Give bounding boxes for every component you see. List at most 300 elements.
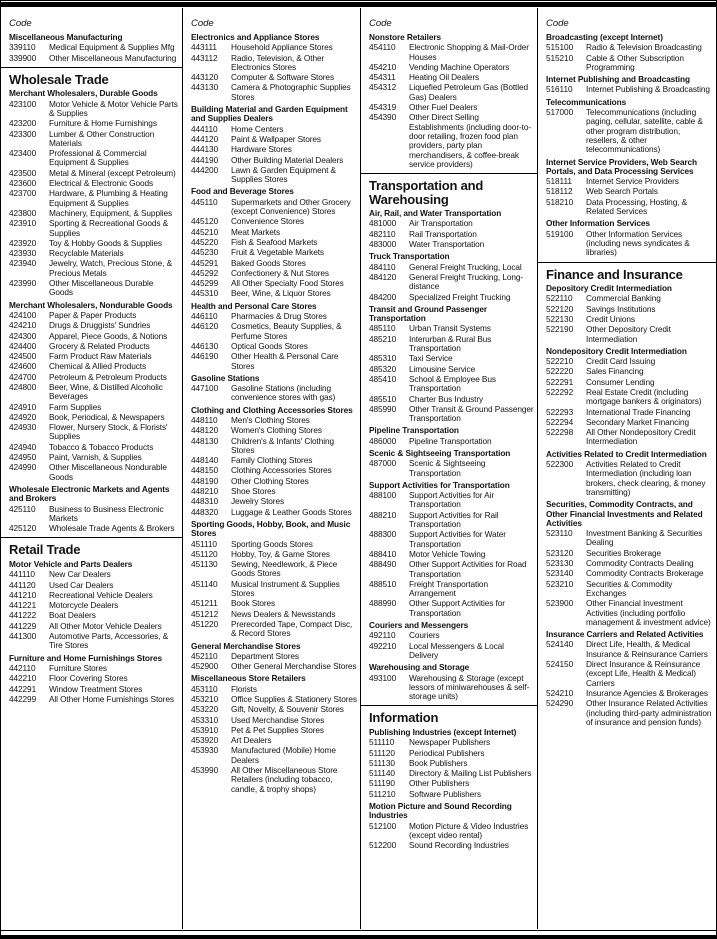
entry-description: Limousine Service — [409, 363, 476, 374]
entry-code: 448140 — [191, 455, 219, 466]
entry-code: 523130 — [546, 558, 574, 569]
entry-description: Paint, Varnish, & Supplies — [49, 452, 142, 463]
industry-group-heading: Couriers and Messengers — [369, 620, 469, 631]
entry-code: 523110 — [546, 528, 573, 539]
industry-group-heading: Air, Rail, and Water Transportation — [369, 208, 502, 219]
entry-code: 446190 — [191, 351, 219, 362]
code-entry — [546, 559, 713, 568]
code-entry — [191, 560, 357, 579]
entry-description: Petroleum & Petroleum Products — [49, 371, 167, 382]
code-entry — [191, 550, 357, 559]
entry-description: Medical Equipment & Supplies Mfg — [49, 42, 175, 53]
entry-code: 523140 — [546, 568, 574, 579]
code-entry — [191, 652, 357, 661]
entry-description: Luggage & Leather Goods Stores — [231, 506, 352, 517]
code-entry — [9, 179, 179, 188]
entry-code: 448190 — [191, 475, 219, 486]
code-entry — [9, 119, 179, 128]
entry-code: 486000 — [369, 435, 397, 446]
entry-code: 485410 — [369, 373, 397, 384]
code-entry — [191, 695, 357, 704]
code-entry — [191, 497, 357, 506]
entry-code: 446120 — [191, 321, 219, 332]
industry-group-heading: Motor Vehicle and Parts Dealers — [9, 558, 133, 569]
entry-code: 424600 — [9, 361, 37, 372]
entry-description: News Dealers & Newsstands — [231, 608, 336, 619]
entry-code: 444190 — [191, 154, 219, 165]
entry-description: Furniture Stores — [49, 662, 107, 673]
code-entry — [9, 463, 179, 482]
entry-description: Vending Machine Operators — [409, 61, 510, 72]
entry-description: Hardware, & Plumbing & Heating Equipment & Supplies — [49, 188, 168, 208]
entry-code: 522300 — [546, 459, 574, 470]
industry-group-heading: Depository Credit Intermediation — [546, 283, 672, 294]
entry-description: Book Stores — [231, 598, 276, 609]
industry-group-heading: Insurance Carriers and Related Activities — [546, 629, 704, 640]
entry-code: 454210 — [369, 61, 397, 72]
entry-description: Support Activities for Air Transportation — [409, 490, 495, 510]
entry-description: Recreational Vehicle Dealers — [49, 589, 153, 600]
entry-description: Rail Transportation — [409, 228, 477, 239]
entry-code: 453930 — [191, 745, 219, 756]
code-entry — [9, 249, 179, 258]
entry-code: 452110 — [191, 650, 218, 661]
code-entry — [191, 228, 357, 237]
entry-code: 445291 — [191, 257, 219, 268]
entry-code: 424500 — [9, 351, 37, 362]
entry-description: Hobby, Toy, & Game Stores — [231, 548, 330, 559]
entry-code: 454390 — [369, 112, 397, 123]
entry-description: Book Publishers — [409, 757, 468, 768]
code-entry — [369, 395, 534, 404]
entry-code: 423990 — [9, 278, 37, 289]
industry-sector-heading: Transportation and Warehousing — [369, 178, 484, 207]
entry-code: 445310 — [191, 288, 219, 299]
entry-description: Prerecorded Tape, Compact Disc, & Record Stores — [231, 618, 353, 639]
entry-description: Liquefied Petroleum Gas (Bottled Gas) Dealers — [409, 82, 529, 102]
entry-description: Family Clothing Stores — [231, 455, 313, 466]
entry-description: Household Appliance Stores — [231, 42, 333, 53]
entry-code: 487000 — [369, 458, 397, 469]
entry-description: Specialized Freight Trucking — [409, 291, 511, 302]
entry-description: Electronic Shopping & Mail-Order Houses — [409, 42, 529, 62]
code-entry — [9, 149, 179, 168]
code-column-header: Code — [369, 18, 392, 29]
entry-code: 451140 — [191, 578, 218, 589]
entry-code: 423100 — [9, 98, 37, 109]
entry-description: Art Dealers — [231, 735, 272, 746]
entry-code: 482110 — [369, 228, 396, 239]
entry-description: Men's Clothing Stores — [231, 414, 310, 425]
code-entry — [9, 219, 179, 238]
code-column — [360, 8, 537, 929]
entry-description: Furniture & Home Furnishings — [49, 118, 157, 129]
code-entry — [191, 487, 357, 496]
code-entry — [369, 375, 534, 394]
entry-description: Activities Related to Credit Intermediation (including loan brokers, check clearing, & money transmitting) — [586, 459, 706, 497]
code-entry — [369, 530, 534, 549]
entry-code: 442291 — [9, 683, 37, 694]
entry-description: Other Publishers — [409, 778, 470, 789]
industry-group-heading: Broadcasting (except Internet) — [546, 32, 663, 42]
entry-description: International Trade Financing — [586, 406, 691, 417]
entry-description: Savings Institutions — [586, 303, 656, 314]
entry-code: 451220 — [191, 618, 219, 629]
entry-description: Secondary Market Financing — [586, 416, 690, 427]
industry-group-heading: Wholesale Electronic Markets and Agents and Brokers — [9, 483, 170, 504]
entry-description: Urban Transit Systems — [409, 323, 491, 334]
code-entry — [191, 289, 357, 298]
entry-description: Confectionery & Nut Stores — [231, 267, 329, 278]
entry-code: 424940 — [9, 441, 37, 452]
entry-code: 444200 — [191, 164, 219, 175]
entry-description: Heating Oil Dealers — [409, 72, 480, 83]
code-entry — [191, 662, 357, 671]
entry-description: Women's Clothing Stores — [231, 425, 322, 436]
entry-code: 442210 — [9, 673, 37, 684]
entry-description: Investment Banking & Securities Dealing — [586, 528, 703, 548]
code-entry — [191, 248, 357, 257]
entry-code: 444130 — [191, 144, 219, 155]
code-entry — [369, 631, 534, 640]
code-entry — [369, 230, 534, 239]
entry-description: Other Depository Credit Intermediation — [586, 324, 671, 344]
entry-description: Securities Brokerage — [586, 547, 662, 558]
entry-description: Directory & Mailing List Publishers — [409, 768, 532, 779]
entry-description: Flower, Nursery Stock, & Florists' Supplies — [49, 422, 168, 442]
bottom-border-bar — [1, 935, 716, 938]
code-entry — [546, 408, 713, 417]
entry-code: 424930 — [9, 422, 37, 433]
code-entry — [546, 187, 713, 196]
entry-description: Wholesale Trade Agents & Brokers — [49, 523, 175, 534]
entry-description: Manufactured (Mobile) Home Dealers — [231, 745, 336, 765]
top-border-bar — [1, 2, 716, 7]
code-entry — [369, 738, 534, 747]
code-entry — [546, 294, 713, 303]
code-entry — [9, 321, 179, 330]
entry-description: Pharmacies & Drug Stores — [231, 311, 327, 322]
code-entry — [191, 135, 357, 144]
entry-code: 515210 — [546, 52, 574, 63]
entry-description: Paper & Paper Products — [49, 309, 137, 320]
entry-code: 484200 — [369, 291, 397, 302]
entry-description: Jewelry Stores — [231, 496, 285, 507]
entry-code: 425110 — [9, 503, 36, 514]
entry-code: 445220 — [191, 236, 219, 247]
entry-description: Freight Transportation Arrangement — [409, 578, 488, 599]
industry-group-heading: Clothing and Clothing Accessories Stores — [191, 404, 353, 415]
entry-code: 524150 — [546, 659, 574, 670]
code-entry — [546, 428, 713, 447]
code-entry — [546, 640, 713, 659]
entry-description: Toy & Hobby Goods & Supplies — [49, 237, 162, 248]
code-entry — [369, 769, 534, 778]
entry-description: All Other Motor Vehicle Dealers — [49, 620, 162, 631]
entry-description: Commodity Contracts Brokerage — [586, 568, 704, 579]
entry-description: Warehousing & Storage (except lessors of miniwarehouses & self-storage units) — [409, 672, 530, 702]
entry-description: Scenic & Sightseeing Transportation — [409, 458, 486, 478]
code-entry — [9, 311, 179, 320]
code-entry — [546, 54, 713, 73]
entry-code: 424700 — [9, 371, 37, 382]
code-entry — [9, 695, 179, 704]
entry-description: Department Stores — [231, 650, 299, 661]
entry-description: Window Treatment Stores — [49, 683, 143, 694]
industry-group-heading: Warehousing and Storage — [369, 662, 470, 673]
entry-code: 522292 — [546, 387, 574, 397]
entry-description: Fish & Seafood Markets — [231, 236, 318, 247]
entry-code: 512100 — [369, 820, 397, 831]
entry-description: Other Support Activities for Transportation — [409, 598, 505, 618]
code-entry — [9, 632, 179, 651]
code-entry — [369, 511, 534, 530]
industry-group-heading: Scenic & Sightseeing Transportation — [369, 447, 511, 458]
entry-code: 522110 — [546, 293, 573, 304]
code-entry — [9, 413, 179, 422]
code-entry — [9, 591, 179, 600]
industry-group-heading: Motion Picture and Sound Recording Industries — [369, 800, 512, 821]
code-entry — [546, 569, 713, 578]
code-entry — [9, 100, 179, 119]
entry-description: Beer, Wine, & Distilled Alcoholic Beverages — [49, 382, 163, 402]
entry-description: Other Building Material Dealers — [231, 154, 344, 165]
entry-code: 447100 — [191, 383, 219, 394]
entry-code: 424300 — [9, 330, 37, 341]
code-entry — [191, 342, 357, 351]
code-entry — [191, 426, 357, 435]
code-entry — [9, 259, 179, 278]
entry-code: 454312 — [369, 82, 397, 93]
code-entry — [191, 599, 357, 608]
code-entry — [369, 273, 534, 292]
entry-description: Charter Bus Industry — [409, 393, 484, 404]
entry-code: 442110 — [9, 662, 36, 673]
entry-code: 423400 — [9, 148, 37, 159]
code-entry — [191, 477, 357, 486]
entry-description: Musical Instrument & Supplies Stores — [231, 578, 340, 599]
section-divider — [1, 67, 182, 68]
entry-code: 445299 — [191, 278, 219, 289]
entry-description: Lawn & Garden Equipment & Supplies Stores — [231, 164, 336, 185]
code-entry — [191, 437, 357, 456]
code-entry — [191, 456, 357, 465]
entry-code: 488990 — [369, 598, 397, 609]
code-entry — [369, 779, 534, 788]
code-entry — [191, 322, 357, 341]
entry-description: Radio & Television Broadcasting — [586, 42, 702, 53]
entry-description: General Freight Trucking, Long-distance — [409, 271, 524, 292]
entry-description: Other Clothing Stores — [231, 475, 309, 486]
entry-description: Other Miscellaneous Nondurable Goods — [49, 462, 167, 482]
entry-code: 522120 — [546, 303, 574, 314]
entry-code: 448110 — [191, 414, 218, 425]
entry-description: Credit Unions — [586, 313, 635, 324]
entry-code: 483000 — [369, 239, 397, 250]
entry-description: Air Transportation — [409, 218, 473, 229]
code-entry — [191, 125, 357, 134]
code-entry — [369, 459, 534, 478]
code-entry — [369, 749, 534, 758]
code-entry — [369, 219, 534, 228]
code-entry — [9, 581, 179, 590]
code-entry — [546, 305, 713, 314]
code-entry — [9, 611, 179, 620]
code-entry — [369, 73, 534, 82]
code-entry — [546, 85, 713, 94]
industry-group-heading: Internet Publishing and Broadcasting — [546, 74, 690, 85]
entry-code: 485320 — [369, 363, 397, 374]
code-entry — [546, 529, 713, 548]
entry-description: Other Transit & Ground Passenger Transportation — [409, 403, 534, 424]
entry-description: New Car Dealers — [49, 569, 111, 580]
code-entry — [546, 599, 713, 627]
code-entry — [546, 689, 713, 698]
entry-code: 488410 — [369, 548, 397, 559]
code-entry — [546, 660, 713, 688]
entry-description: Direct Insurance & Reinsurance (except Life, Health & Medical) Carriers — [586, 659, 701, 688]
code-entry — [369, 335, 534, 354]
entry-description: Internet Publishing & Broadcasting — [586, 84, 710, 95]
industry-group-heading: Building Material and Garden Equipment and Supplies Dealers — [191, 104, 348, 124]
bottom-rule — [1, 930, 716, 931]
industry-group-heading: Miscellaneous Store Retailers — [191, 673, 306, 684]
industry-group-heading: Sporting Goods, Hobby, Book, and Music Stores — [191, 518, 351, 539]
entry-code: 443112 — [191, 52, 218, 63]
code-entry — [546, 378, 713, 387]
entry-description: Other Miscellaneous Manufacturing — [49, 52, 177, 63]
entry-description: Cable & Other Subscription Programming — [586, 52, 684, 72]
entry-code: 448120 — [191, 425, 219, 436]
entry-description: Software Publishers — [409, 788, 481, 799]
entry-code: 424400 — [9, 340, 37, 351]
entry-code: 453920 — [191, 735, 219, 746]
entry-description: Floor Covering Stores — [49, 673, 128, 684]
entry-description: Commercial Banking — [586, 293, 661, 304]
entry-description: Tobacco & Tobacco Products — [49, 441, 154, 452]
entry-description: Newspaper Publishers — [409, 737, 491, 748]
entry-code: 441300 — [9, 631, 37, 642]
entry-code: 524210 — [546, 687, 574, 698]
industry-sector-heading: Retail Trade — [9, 542, 81, 558]
code-entry — [369, 113, 534, 169]
entry-description: Data Processing, Hosting, & Related Services — [586, 196, 688, 217]
entry-description: Convenience Stores — [231, 216, 304, 227]
entry-code: 424920 — [9, 411, 37, 422]
entry-code: 454319 — [369, 102, 397, 113]
code-entry — [546, 367, 713, 376]
industry-group-heading: Other Information Services — [546, 218, 650, 229]
entry-description: Couriers — [409, 630, 440, 641]
entry-description: Metal & Mineral (except Petroleum) — [49, 167, 176, 178]
entry-code: 424800 — [9, 382, 37, 392]
entry-code: 511140 — [369, 768, 395, 779]
entry-code: 339110 — [9, 42, 36, 53]
industry-group-heading: Health and Personal Care Stores — [191, 300, 317, 311]
entry-code: 522130 — [546, 313, 574, 324]
industry-group-heading: Nondepository Credit Intermediation — [546, 345, 687, 356]
section-divider — [361, 705, 537, 706]
code-entry — [191, 416, 357, 425]
entry-code: 451212 — [191, 608, 219, 619]
code-entry — [9, 423, 179, 442]
entry-code: 515100 — [546, 42, 574, 53]
industry-group-heading: Truck Transportation — [369, 251, 450, 262]
code-entry — [546, 325, 713, 344]
industry-group-heading: Miscellaneous Manufacturing — [9, 32, 123, 42]
entry-code: 423920 — [9, 237, 37, 248]
entry-description: Motorcycle Dealers — [49, 600, 119, 611]
entry-code: 424210 — [9, 320, 37, 331]
code-entry — [9, 622, 179, 631]
code-entry — [369, 580, 534, 599]
entry-description: Sporting Goods Stores — [231, 538, 313, 549]
entry-code: 445292 — [191, 267, 219, 278]
code-entry — [546, 230, 713, 258]
code-entry — [369, 790, 534, 799]
code-entry — [191, 43, 357, 52]
entry-code: 485110 — [369, 323, 396, 334]
entry-code: 522298 — [546, 427, 574, 438]
entry-description: Beer, Wine, & Liquor Stores — [231, 288, 331, 299]
entry-code: 492110 — [369, 630, 396, 641]
entry-code: 511120 — [369, 747, 395, 758]
code-entry — [9, 505, 179, 524]
code-entry — [369, 560, 534, 579]
industry-group-heading: Telecommunications — [546, 96, 627, 107]
industry-group-heading: Internet Service Providers, Web Search Portals, and Data Processing Services — [546, 156, 697, 176]
entry-description: Securities & Commodity Exchanges — [586, 578, 673, 598]
entry-description: Recyclable Materials — [49, 248, 124, 259]
industry-group-heading: General Merchandise Stores — [191, 640, 301, 651]
code-entry — [191, 736, 357, 745]
industry-sector-heading: Information — [369, 710, 439, 726]
code-entry — [369, 354, 534, 363]
code-entry — [191, 54, 357, 73]
entry-description: Consumer Lending — [586, 376, 655, 387]
entry-code: 488100 — [369, 490, 397, 501]
entry-code: 441222 — [9, 610, 37, 621]
entry-code: 518210 — [546, 196, 574, 207]
entry-description: Farm Product Raw Materials — [49, 351, 152, 362]
entry-description: Supermarkets and Other Grocery (except Convenience) Stores — [231, 196, 351, 217]
entry-code: 485210 — [369, 333, 397, 344]
entry-code: 484110 — [369, 261, 396, 272]
code-entry — [369, 642, 534, 661]
code-column-header: Code — [191, 18, 214, 29]
entry-code: 523120 — [546, 547, 574, 558]
entry-description: Sound Recording Industries — [409, 840, 509, 851]
entry-code: 522190 — [546, 324, 574, 335]
code-entry — [369, 240, 534, 249]
entry-code: 442299 — [9, 693, 37, 704]
entry-description: Electrical & Electronic Goods — [49, 178, 154, 189]
entry-code: 445110 — [191, 196, 218, 207]
entry-description: Direct Life, Health, & Medical Insurance & Reinsurance Carriers — [586, 639, 708, 659]
entry-code: 424910 — [9, 401, 37, 412]
code-entry — [546, 549, 713, 558]
industry-group-heading: Nonstore Retailers — [369, 32, 441, 42]
code-entry — [9, 373, 179, 382]
code-entry — [546, 357, 713, 366]
entry-description: Business to Business Electronic Markets — [49, 503, 164, 523]
entry-code: 485990 — [369, 403, 397, 414]
code-entry — [9, 54, 179, 63]
entry-code: 453310 — [191, 714, 219, 725]
code-entry — [369, 43, 534, 62]
entry-code: 453210 — [191, 694, 219, 704]
code-entry — [546, 388, 713, 407]
